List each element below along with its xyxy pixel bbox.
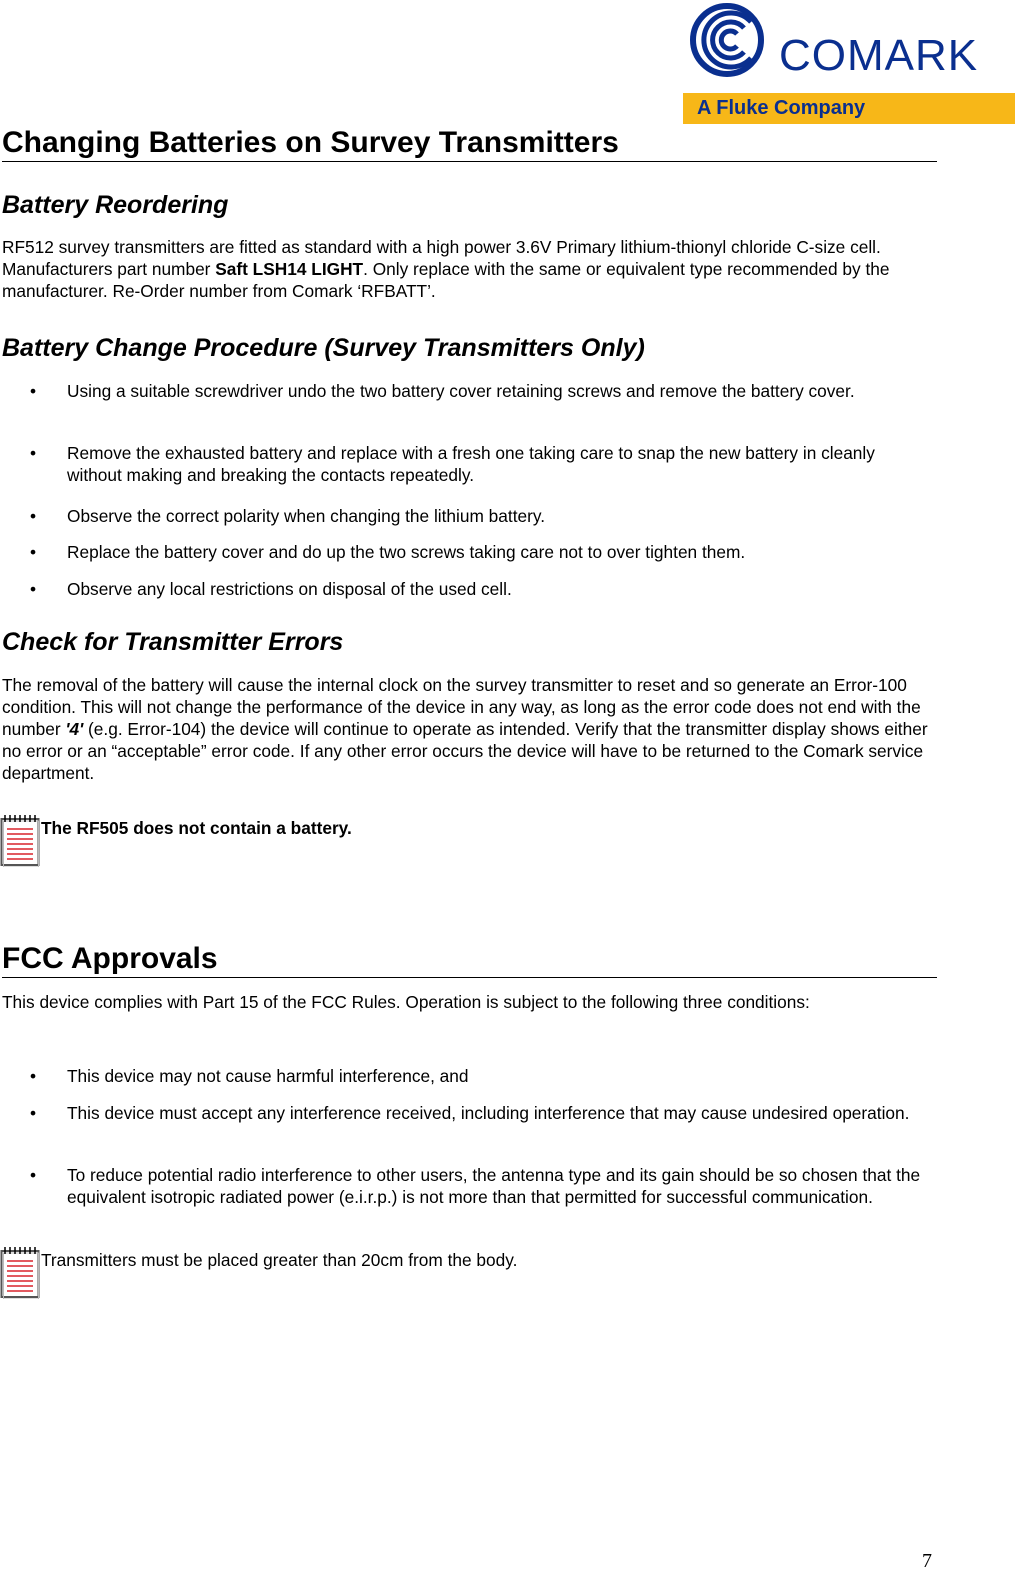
logo-tagline: A Fluke Company [697,97,866,119]
reorder-paragraph: RF512 survey transmitters are fitted as standard with a high power 3.6V Primary lithium-thionyl chloride C-size cell. Manufacturers part number Saft LSH14 LIGHT. Only replace with the same or equivalent type recommended by the manufacturer. Re-Order number from Comark ‘RFBATT’. [2,237,890,301]
heading-transmitter-errors: Check for Transmitter Errors [2,628,344,656]
note-distance: Transmitters must be placed greater than 20cm from the body. [41,1250,518,1270]
part-number: Saft LSH14 LIGHT [215,259,364,279]
errors-paragraph: The removal of the battery will cause the internal clock on the survey transmitter to reset and so generate an Error-100 condition. This will not change the performance of the device in any way, as long as the error code does not end with the number '4' (e.g. Error-104) the device will continue to operate as intended. Verify that the transmitter display shows either no error or an “acceptable” error code. If any other error occurs the device will have to be returned to the Comark service department. [2,675,928,783]
logo-brand: COMARK [779,31,979,80]
error-digit-highlight: '4' [65,719,84,739]
page-number: 7 [922,1550,932,1572]
notepad-icon [0,815,40,867]
note-rf505: The RF505 does not contain a battery. [41,818,352,838]
fcc-intro: This device complies with Part 15 of the FCC Rules. Operation is subject to the following three conditions: [2,992,810,1012]
heading-change-procedure: Battery Change Procedure (Survey Transmitters Only) [2,334,645,362]
section-title-fcc: FCC Approvals [2,942,937,978]
comark-rings-icon [689,2,765,78]
comark-logo [683,0,1015,124]
notepad-icon [0,1247,40,1299]
heading-battery-reordering: Battery Reordering [2,191,229,219]
logo-tagline-bar [683,93,1015,124]
section-title-batteries: Changing Batteries on Survey Transmitters [2,126,937,162]
